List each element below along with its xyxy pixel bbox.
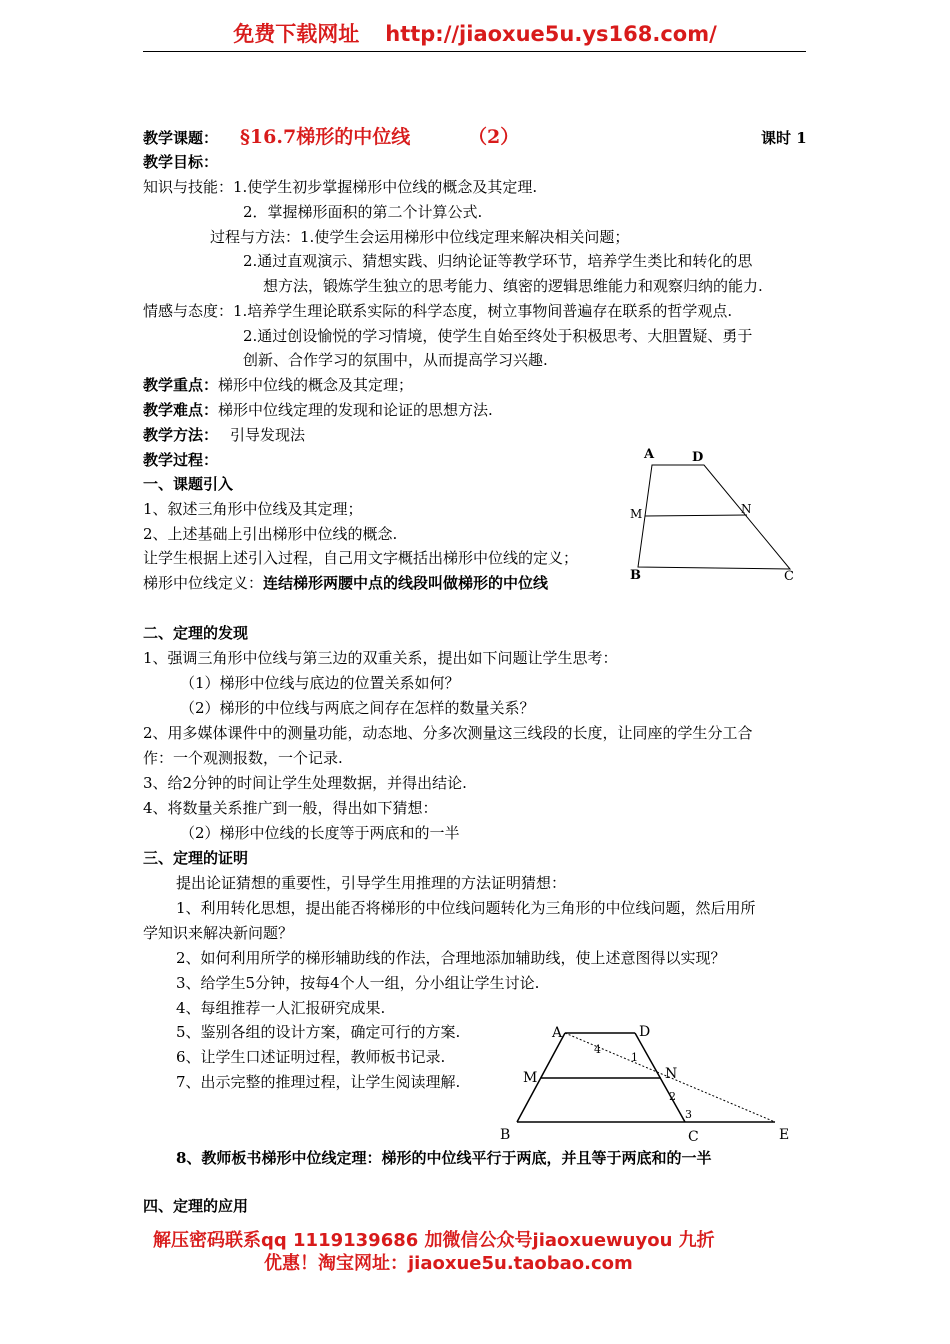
header-download-label: 免费下载网址 bbox=[233, 22, 360, 46]
midline-mn bbox=[645, 515, 747, 516]
process-item-1: 1.使学生会运用梯形中位线定理来解决相关问题； bbox=[300, 228, 630, 246]
point-m-label: M bbox=[630, 507, 643, 521]
knowledge-item-2: 2．掌握梯形面积的第二个计算公式. bbox=[243, 203, 483, 221]
section1-line2: 2、上述基础上引出梯形中位线的概念. bbox=[143, 525, 398, 543]
definition-label: 梯形中位线定义： bbox=[143, 574, 264, 592]
section3-line7: 7、出示完整的推理过程，让学生阅读理解. bbox=[176, 1073, 461, 1091]
header-divider bbox=[143, 51, 806, 52]
section2-line2b: 作：一个观测报数，一个记录. bbox=[143, 749, 343, 767]
definition-text: 连结梯形两腰中点的线段叫做梯形的中位线 bbox=[263, 574, 549, 592]
method-label: 教学方法： bbox=[143, 426, 219, 444]
point-n-label: N bbox=[741, 502, 752, 516]
emotion-item-2b: 创新、合作学习的氛围中，从而提高学习兴趣. bbox=[243, 351, 548, 369]
vertex-a-label: A bbox=[552, 1025, 563, 1041]
section3-line3: 3、给学生5分钟，按每4个人一组，分小组让学生讨论. bbox=[176, 974, 540, 992]
section3-line4: 4、每组推荐一人汇报研究成果. bbox=[176, 999, 386, 1017]
vertex-c-label: C bbox=[784, 569, 794, 584]
angle-4-label: 4 bbox=[594, 1043, 601, 1056]
vertex-c-label: C bbox=[688, 1129, 699, 1145]
section1-heading: 一、课题引入 bbox=[143, 475, 234, 493]
section2-question1: （1）梯形中位线与底边的位置关系如何？ bbox=[180, 674, 460, 692]
objectives-heading: 教学目标： bbox=[143, 153, 219, 171]
process-heading: 教学过程： bbox=[143, 451, 219, 469]
process-item-2a: 2.通过直观演示、猜想实践、归纳论证等教学环节，培养学生类比和转化的思 bbox=[243, 252, 753, 270]
section1-line1: 1、叙述三角形中位线及其定理； bbox=[143, 500, 363, 518]
section2-line1: 1、强调三角形中位线与第三边的双重关系，提出如下问题让学生思考： bbox=[143, 649, 618, 667]
lesson-title: §16.7梯形的中位线 bbox=[240, 126, 411, 148]
emotion-item-2a: 2.通过创设愉悦的学习情境，使学生自始至终处于积极思考、大胆置疑、勇于 bbox=[243, 327, 753, 345]
process-item-2b: 想方法，锻炼学生独立的思考能力、缜密的逻辑思维能力和观察归纳的能力. bbox=[263, 277, 763, 295]
trapezoid-figure-1 bbox=[620, 445, 810, 585]
section4-heading: 四、定理的应用 bbox=[143, 1197, 249, 1215]
key-point bbox=[143, 378, 413, 393]
lesson-period: 课时 1 bbox=[761, 129, 807, 147]
page-header bbox=[0, 24, 950, 45]
trapezoid-outline bbox=[638, 465, 790, 569]
process-label: 过程与方法： bbox=[210, 228, 301, 246]
vertex-d-label: D bbox=[639, 1024, 651, 1040]
subject-label: 教学课题： bbox=[143, 129, 219, 147]
lesson-part: （2） bbox=[468, 126, 520, 148]
section2-conjecture: （2）梯形中位线的长度等于两底和的一半 bbox=[180, 824, 460, 842]
section3-line6: 6、让学生口述证明过程，教师板书记录. bbox=[176, 1048, 446, 1066]
vertex-a-label: A bbox=[644, 447, 655, 462]
footer-password-contact: 解压密码联系qq 1119139686 加微信公众号jiaoxuewuyou 九折 bbox=[153, 1230, 715, 1251]
section2-heading: 二、定理的发现 bbox=[143, 624, 249, 642]
section1-line3: 让学生根据上述引入过程，自己用文字概括出梯形中位线的定义； bbox=[143, 549, 579, 567]
footer-shop-link[interactable]: 优惠！淘宝网址：jiaoxue5u.taobao.com bbox=[264, 1253, 633, 1274]
section2-question2: （2）梯形的中位线与两底之间存在怎样的数量关系？ bbox=[180, 699, 535, 717]
difficulty-text: 梯形中位线定理的发现和论证的思想方法. bbox=[218, 401, 493, 419]
section3-line1a: 1、利用转化思想，提出能否将梯形的中位线问题转化为三角形的中位线问题，然后用所 bbox=[176, 899, 756, 917]
point-e-label: E bbox=[779, 1127, 790, 1143]
difficulty-label: 教学难点： bbox=[143, 401, 219, 419]
vertex-d-label: D bbox=[692, 450, 704, 465]
section3-line5: 5、鉴别各组的设计方案，确定可行的方案. bbox=[176, 1023, 461, 1041]
header-url-link[interactable]: http://jiaoxue5u.ys168.com/ bbox=[385, 22, 717, 46]
difficulty bbox=[143, 403, 493, 418]
point-n-label: N bbox=[665, 1066, 678, 1082]
section3-line1b: 学知识来解决新问题？ bbox=[143, 924, 294, 942]
knowledge-item-1: 1.使学生初步掌握梯形中位线的概念及其定理. bbox=[233, 178, 538, 196]
key-point-label: 教学重点： bbox=[143, 376, 219, 394]
midline-definition bbox=[143, 576, 548, 591]
theorem-statement: 8、教师板书梯形中位线定理：梯形的中位线平行于两底，并且等于两底和的一半 bbox=[176, 1149, 712, 1167]
key-point-text: 梯形中位线的概念及其定理； bbox=[218, 376, 414, 394]
section3-intro: 提出论证猜想的重要性，引导学生用推理的方法证明猜想： bbox=[176, 874, 567, 892]
section2-line3: 3、给2分钟的时间让学生处理数据，并得出结论. bbox=[143, 774, 467, 792]
angle-2-label: 2 bbox=[669, 1090, 676, 1103]
emotion-label: 情感与态度： bbox=[143, 302, 234, 320]
vertex-b-label: B bbox=[500, 1127, 511, 1143]
emotion-item-1: 1.培养学生理论联系实际的科学态度，树立事物间普遍存在联系的哲学观点. bbox=[233, 302, 733, 320]
angle-1-label: 1 bbox=[631, 1051, 638, 1064]
angle-3-label: 3 bbox=[685, 1108, 692, 1121]
section2-line2a: 2、用多媒体课件中的测量功能，动态地、分多次测量这三线段的长度，让同座的学生分工合 bbox=[143, 724, 753, 742]
section3-line2: 2、如何利用所学的梯形辅助线的作法，合理地添加辅助线，使上述意图得以实现？ bbox=[176, 949, 726, 967]
method bbox=[143, 428, 305, 443]
knowledge-label: 知识与技能： bbox=[143, 178, 234, 196]
section3-heading: 三、定理的证明 bbox=[143, 849, 249, 867]
point-m-label: M bbox=[523, 1070, 538, 1086]
vertex-b-label: B bbox=[630, 568, 641, 583]
section2-line4: 4、将数量关系推广到一般，得出如下猜想： bbox=[143, 799, 438, 817]
method-text: 引导发现法 bbox=[230, 426, 306, 444]
trapezoid-proof-figure bbox=[495, 1018, 800, 1148]
